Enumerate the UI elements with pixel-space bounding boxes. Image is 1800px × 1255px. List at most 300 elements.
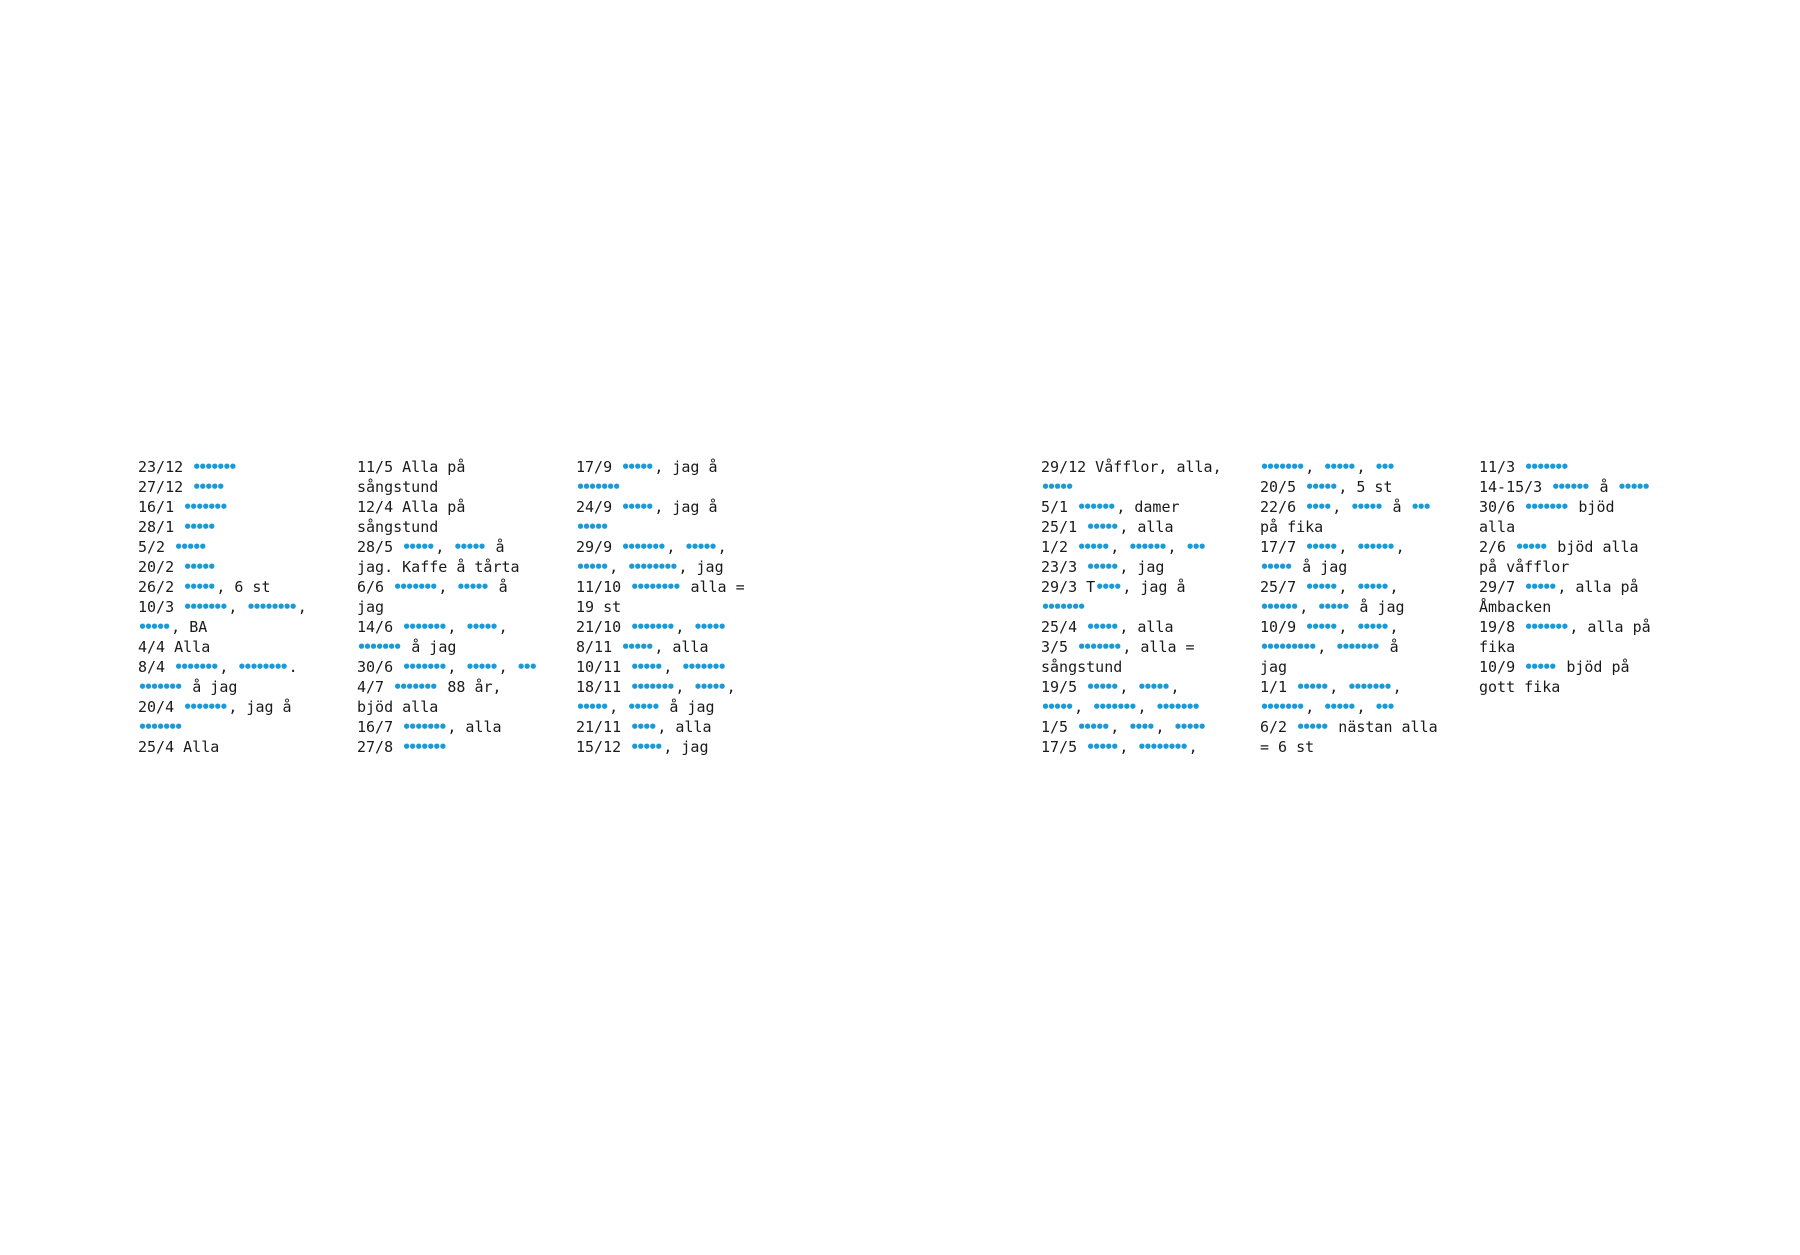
log-line [138, 737, 338, 757]
log-text: 28/1 [138, 518, 184, 536]
log-line [357, 697, 557, 717]
redaction-dots: ••••• [630, 738, 661, 756]
log-text: 16/7 [357, 718, 403, 736]
log-text: , alla [1119, 518, 1174, 536]
log-text: , [717, 538, 727, 556]
log-text: 18/11 [576, 678, 631, 696]
log-line [1479, 557, 1679, 577]
log-text: , [1338, 578, 1357, 596]
log-text: 27/12 [138, 478, 193, 496]
log-text: , damer [1116, 498, 1180, 516]
log-text: bjöd alla [357, 698, 439, 716]
log-text: , [1137, 698, 1156, 716]
log-line [1260, 717, 1460, 737]
log-line [1260, 577, 1460, 597]
log-text: 11/3 [1479, 458, 1525, 476]
log-text: 16/1 [138, 498, 184, 516]
log-text: 8/11 [576, 638, 622, 656]
log-text: jag [1260, 658, 1288, 676]
log-text: , [1317, 638, 1336, 656]
redaction-dots: ••••• [183, 578, 214, 596]
log-text: , [297, 598, 307, 616]
log-line [576, 617, 776, 637]
log-line [1479, 457, 1679, 477]
log-text: 17/7 [1260, 538, 1306, 556]
log-text: , [1110, 718, 1129, 736]
log-line [138, 677, 338, 697]
redaction-dots: •••••• [1260, 598, 1297, 616]
log-text: 5/2 [138, 538, 175, 556]
log-line [1041, 497, 1241, 517]
redaction-dots: ••••• [1305, 538, 1336, 556]
log-line [576, 477, 776, 497]
log-text: , [1338, 618, 1357, 636]
redaction-dots: •••••• [1356, 538, 1393, 556]
redaction-dots: ••••••• [138, 718, 181, 736]
redaction-dots: ••••••• [1260, 698, 1303, 716]
log-text: . [288, 658, 298, 676]
log-line [1479, 537, 1679, 557]
log-line [1041, 637, 1241, 657]
redaction-dots: ••••• [1317, 598, 1348, 616]
log-text: , jag [1119, 558, 1165, 576]
log-line [357, 677, 557, 697]
log-line [357, 637, 557, 657]
log-line [357, 597, 557, 617]
log-text: , [1074, 698, 1093, 716]
redaction-dots: ••••• [465, 618, 496, 636]
log-text: gott fika [1479, 678, 1561, 696]
log-text: 23/3 [1041, 558, 1087, 576]
redaction-dots: ••••• [576, 558, 607, 576]
log-text: på våfflor [1479, 558, 1570, 576]
log-line [576, 737, 776, 757]
redaction-dots: ••••••• [402, 718, 445, 736]
redaction-dots: ••••••••• [1260, 638, 1315, 656]
redaction-dots: ••••• [576, 698, 607, 716]
log-line [1479, 677, 1679, 697]
log-line [357, 577, 557, 597]
log-text: å [1590, 478, 1618, 496]
redaction-dots: ••••• [621, 638, 652, 656]
log-text: , [1110, 538, 1129, 556]
log-text: 20/4 [138, 698, 184, 716]
log-text: , [1356, 698, 1375, 716]
log-text: 14-15/3 [1479, 478, 1552, 496]
log-text: , [447, 658, 466, 676]
redaction-dots: ••••• [621, 458, 652, 476]
log-text: , jag å [654, 498, 718, 516]
log-text: , [1155, 718, 1174, 736]
log-line [1479, 517, 1679, 537]
redaction-dots: ••••• [1515, 538, 1546, 556]
log-text: 26/2 [138, 578, 184, 596]
redaction-dots: ••••••• [138, 678, 181, 696]
log-line [576, 717, 776, 737]
log-text: 1/2 [1041, 538, 1078, 556]
log-text: , [1329, 678, 1348, 696]
redaction-dots: ••••• [1305, 618, 1336, 636]
redaction-dots: ••••• [1086, 558, 1117, 576]
log-line [1260, 477, 1460, 497]
log-text: å jag [1293, 558, 1348, 576]
redaction-dots: ••••••• [1077, 638, 1120, 656]
redaction-dots: •••••••• [630, 578, 679, 596]
log-text: 6/6 [357, 578, 394, 596]
log-text: , jag å [228, 698, 292, 716]
log-text: 2/6 [1479, 538, 1516, 556]
log-text: 19/8 [1479, 618, 1525, 636]
log-line [576, 537, 776, 557]
log-line [1260, 637, 1460, 657]
log-line [138, 617, 338, 637]
redaction-dots: ••••••• [183, 598, 226, 616]
log-text: fika [1479, 638, 1516, 656]
log-text: , BA [171, 618, 208, 636]
redaction-dots: ••••• [456, 578, 487, 596]
log-line [1041, 537, 1241, 557]
log-text: , [1167, 538, 1186, 556]
log-line [1260, 697, 1460, 717]
redaction-dots: •••••••• [627, 558, 676, 576]
log-line [1479, 497, 1679, 517]
redaction-dots: ••••• [1356, 618, 1387, 636]
log-line [138, 517, 338, 537]
log-line [357, 517, 557, 537]
log-text: , [228, 598, 247, 616]
log-line [1041, 597, 1241, 617]
log-text: , [1305, 698, 1324, 716]
redaction-dots: ••••••• [630, 618, 673, 636]
redaction-dots: ••••• [627, 698, 658, 716]
redaction-dots: ••••• [1323, 458, 1354, 476]
log-text: 1/1 [1260, 678, 1297, 696]
redaction-dots: ••••••• [402, 658, 445, 676]
redaction-dots: ••••••• [174, 658, 217, 676]
log-line [1260, 537, 1460, 557]
redaction-dots: ••••••• [1524, 458, 1567, 476]
redaction-dots: ••••• [1305, 478, 1336, 496]
log-line [1041, 677, 1241, 697]
log-text: 29/12 Våfflor, alla, [1041, 458, 1222, 476]
redaction-dots: ••••• [1041, 478, 1072, 496]
log-text: 19 st [576, 598, 622, 616]
log-text: 25/7 [1260, 578, 1306, 596]
redaction-dots: ••••• [576, 518, 607, 536]
redaction-dots: ••• [1374, 458, 1393, 476]
log-line [138, 717, 338, 737]
redaction-dots: ••••• [402, 538, 433, 556]
redaction-dots: ••••• [183, 518, 214, 536]
redaction-dots: •••••• [1128, 538, 1165, 556]
log-line [576, 637, 776, 657]
log-text: sångstund [357, 478, 439, 496]
log-line [357, 457, 557, 477]
log-text: på fika [1260, 518, 1324, 536]
redaction-dots: ••••••• [1155, 698, 1198, 716]
log-line [576, 497, 776, 517]
log-line [357, 497, 557, 517]
log-text: 88 år, [438, 678, 502, 696]
log-column-2 [357, 457, 557, 757]
log-line [138, 577, 338, 597]
log-line [1260, 517, 1460, 537]
redaction-dots: ••••• [621, 498, 652, 516]
redaction-dots: ••••• [174, 538, 205, 556]
log-text: å [486, 538, 505, 556]
redaction-dots: ••••• [1356, 578, 1387, 596]
log-text: å [1383, 498, 1411, 516]
redaction-dots: ••••• [684, 538, 715, 556]
redaction-dots: ••••• [1041, 698, 1072, 716]
log-text: , [1356, 458, 1375, 476]
redaction-dots: ••••• [630, 658, 661, 676]
log-line [357, 717, 557, 737]
log-line [138, 477, 338, 497]
log-text: 25/4 Alla [138, 738, 220, 756]
redaction-dots: ••••••• [183, 498, 226, 516]
log-text: 21/10 [576, 618, 631, 636]
log-line [357, 737, 557, 757]
log-line [1479, 577, 1679, 597]
log-column-4 [1041, 457, 1241, 757]
log-column-3 [576, 457, 776, 757]
log-text: , [219, 658, 238, 676]
redaction-dots: ••••• [1086, 518, 1117, 536]
log-line [1041, 557, 1241, 577]
redaction-dots: ••••••• [630, 678, 673, 696]
log-text: 29/7 [1479, 578, 1525, 596]
redaction-dots: ••••• [1086, 678, 1117, 696]
redaction-dots: ••••••• [402, 738, 445, 756]
log-text: , jag å [1122, 578, 1186, 596]
redaction-dots: •••••••• [246, 598, 295, 616]
redaction-dots: ••••••• [1524, 618, 1567, 636]
log-line [1479, 637, 1679, 657]
log-text: = 6 st [1260, 738, 1315, 756]
log-text: alla [1479, 518, 1516, 536]
log-text: , jag [663, 738, 709, 756]
redaction-dots: ••••• [1524, 578, 1555, 596]
log-line [576, 517, 776, 537]
redaction-dots: ••••• [1173, 718, 1204, 736]
log-line [1260, 677, 1460, 697]
log-text: 30/6 [1479, 498, 1525, 516]
redaction-dots: •••••••• [1137, 738, 1186, 756]
log-line [1260, 657, 1460, 677]
redaction-dots: ••••• [1296, 718, 1327, 736]
redaction-dots: ••• [1185, 538, 1204, 556]
log-text: bjöd på [1557, 658, 1630, 676]
redaction-dots: ••••••• [681, 658, 724, 676]
redaction-dots: ••••• [1260, 558, 1291, 576]
redaction-dots: ••••••• [402, 618, 445, 636]
log-text: , [663, 658, 682, 676]
log-text: 15/12 [576, 738, 631, 756]
redaction-dots: ••••• [453, 538, 484, 556]
log-text: 5/1 [1041, 498, 1078, 516]
log-text: 22/6 [1260, 498, 1306, 516]
redaction-dots: ••••• [1077, 718, 1108, 736]
log-line [1041, 477, 1241, 497]
log-line [1041, 717, 1241, 737]
redaction-dots: ••••••• [192, 458, 235, 476]
log-text: å [489, 578, 508, 596]
redaction-dots: ••••••• [357, 638, 400, 656]
log-line [357, 617, 557, 637]
log-text: , jag [678, 558, 724, 576]
log-text: , [609, 698, 628, 716]
redaction-dots: •••• [1305, 498, 1330, 516]
log-text: 21/11 [576, 718, 631, 736]
log-text: 20/5 [1260, 478, 1306, 496]
log-text: , [435, 538, 454, 556]
log-text: 14/6 [357, 618, 403, 636]
log-line [357, 537, 557, 557]
log-line [1260, 557, 1460, 577]
log-text: , [1389, 578, 1399, 596]
log-text: , [1389, 618, 1399, 636]
redaction-dots: •••• [1095, 578, 1120, 596]
log-text: 11/5 Alla på [357, 458, 466, 476]
redaction-dots: ••••• [138, 618, 169, 636]
log-text: å jag [402, 638, 457, 656]
log-text: , [1119, 678, 1138, 696]
log-text: , [498, 618, 508, 636]
log-line [1479, 657, 1679, 677]
log-text: , alla [1119, 618, 1174, 636]
log-text: 25/4 [1041, 618, 1087, 636]
redaction-dots: ••••••• [1347, 678, 1390, 696]
log-line [138, 637, 338, 657]
log-text: 10/3 [138, 598, 184, 616]
log-line [1479, 617, 1679, 637]
log-text: 4/4 Alla [138, 638, 211, 656]
log-text: , [1170, 678, 1180, 696]
redaction-dots: ••••• [1086, 738, 1117, 756]
redaction-dots: ••••• [465, 658, 496, 676]
log-line [138, 537, 338, 557]
log-text: 6/2 [1260, 718, 1297, 736]
log-text: , [1188, 738, 1198, 756]
log-text: bjöd alla [1548, 538, 1639, 556]
log-text: 30/6 [357, 658, 403, 676]
redaction-dots: ••••• [1617, 478, 1648, 496]
log-line [1041, 617, 1241, 637]
log-text: 17/5 [1041, 738, 1087, 756]
redaction-dots: ••••••• [393, 678, 436, 696]
redaction-dots: ••••••• [576, 478, 619, 496]
log-text: 4/7 [357, 678, 394, 696]
log-text: , [1338, 538, 1357, 556]
log-text: , alla [654, 638, 709, 656]
log-line [576, 657, 776, 677]
redaction-dots: ••••• [1137, 678, 1168, 696]
log-text: 10/11 [576, 658, 631, 676]
log-text: 20/2 [138, 558, 184, 576]
log-line [138, 457, 338, 477]
log-text: å jag [183, 678, 238, 696]
log-text: , [666, 538, 685, 556]
redaction-dots: ••••••• [1092, 698, 1135, 716]
log-line [1260, 597, 1460, 617]
log-text: 29/3 T [1041, 578, 1096, 596]
log-text: , [609, 558, 628, 576]
log-column-1 [138, 457, 338, 757]
log-text: bjöd [1569, 498, 1615, 516]
redaction-dots: •••• [1128, 718, 1153, 736]
log-text: , [438, 578, 457, 596]
redaction-dots: ••••• [183, 558, 214, 576]
redaction-dots: ••••••• [1260, 458, 1303, 476]
log-text: jag. Kaffe å tårta [357, 558, 520, 576]
log-text: , alla på [1557, 578, 1639, 596]
redaction-dots: ••••• [1350, 498, 1381, 516]
log-text: , alla [447, 718, 502, 736]
log-line [1260, 497, 1460, 517]
redaction-dots: ••• [1374, 698, 1393, 716]
log-line [576, 697, 776, 717]
log-line [576, 577, 776, 597]
log-line [576, 557, 776, 577]
log-text: , [498, 658, 517, 676]
log-text: , alla = [1122, 638, 1195, 656]
log-text: , 6 st [216, 578, 271, 596]
redaction-dots: ••••••• [393, 578, 436, 596]
log-text: 29/9 [576, 538, 622, 556]
log-text: , [1395, 538, 1405, 556]
log-text: , [1299, 598, 1318, 616]
redaction-dots: ••••• [1086, 618, 1117, 636]
log-line [1260, 617, 1460, 637]
log-text: 28/5 [357, 538, 403, 556]
log-text: 25/1 [1041, 518, 1087, 536]
log-text: 19/5 [1041, 678, 1087, 696]
log-text: , [675, 678, 694, 696]
log-text: 23/12 [138, 458, 193, 476]
log-text: å [1380, 638, 1399, 656]
redaction-dots: •••••• [1551, 478, 1588, 496]
redaction-dots: ••• [1410, 498, 1429, 516]
log-text: jag [357, 598, 385, 616]
redaction-dots: ••••• [1323, 698, 1354, 716]
log-text: , [1119, 738, 1138, 756]
log-line [357, 657, 557, 677]
log-line [1479, 597, 1679, 617]
log-text: , [1305, 458, 1324, 476]
log-line [1041, 697, 1241, 717]
log-column-6 [1479, 457, 1679, 697]
redaction-dots: ••••• [1296, 678, 1327, 696]
log-text: nästan alla [1329, 718, 1438, 736]
log-text: 10/9 [1479, 658, 1525, 676]
log-line [357, 477, 557, 497]
redaction-dots: ••••••• [1041, 598, 1084, 616]
log-text: 3/5 [1041, 638, 1078, 656]
log-text: 17/9 [576, 458, 622, 476]
log-text: 11/10 [576, 578, 631, 596]
log-text: 24/9 [576, 498, 622, 516]
log-text: 8/4 [138, 658, 175, 676]
log-line [576, 457, 776, 477]
redaction-dots: ••••• [693, 678, 724, 696]
log-text: , alla [657, 718, 712, 736]
log-text: , [1392, 678, 1402, 696]
redaction-dots: ••••••• [621, 538, 664, 556]
log-line [357, 557, 557, 577]
log-line [1041, 457, 1241, 477]
redaction-dots: ••••••• [1335, 638, 1378, 656]
